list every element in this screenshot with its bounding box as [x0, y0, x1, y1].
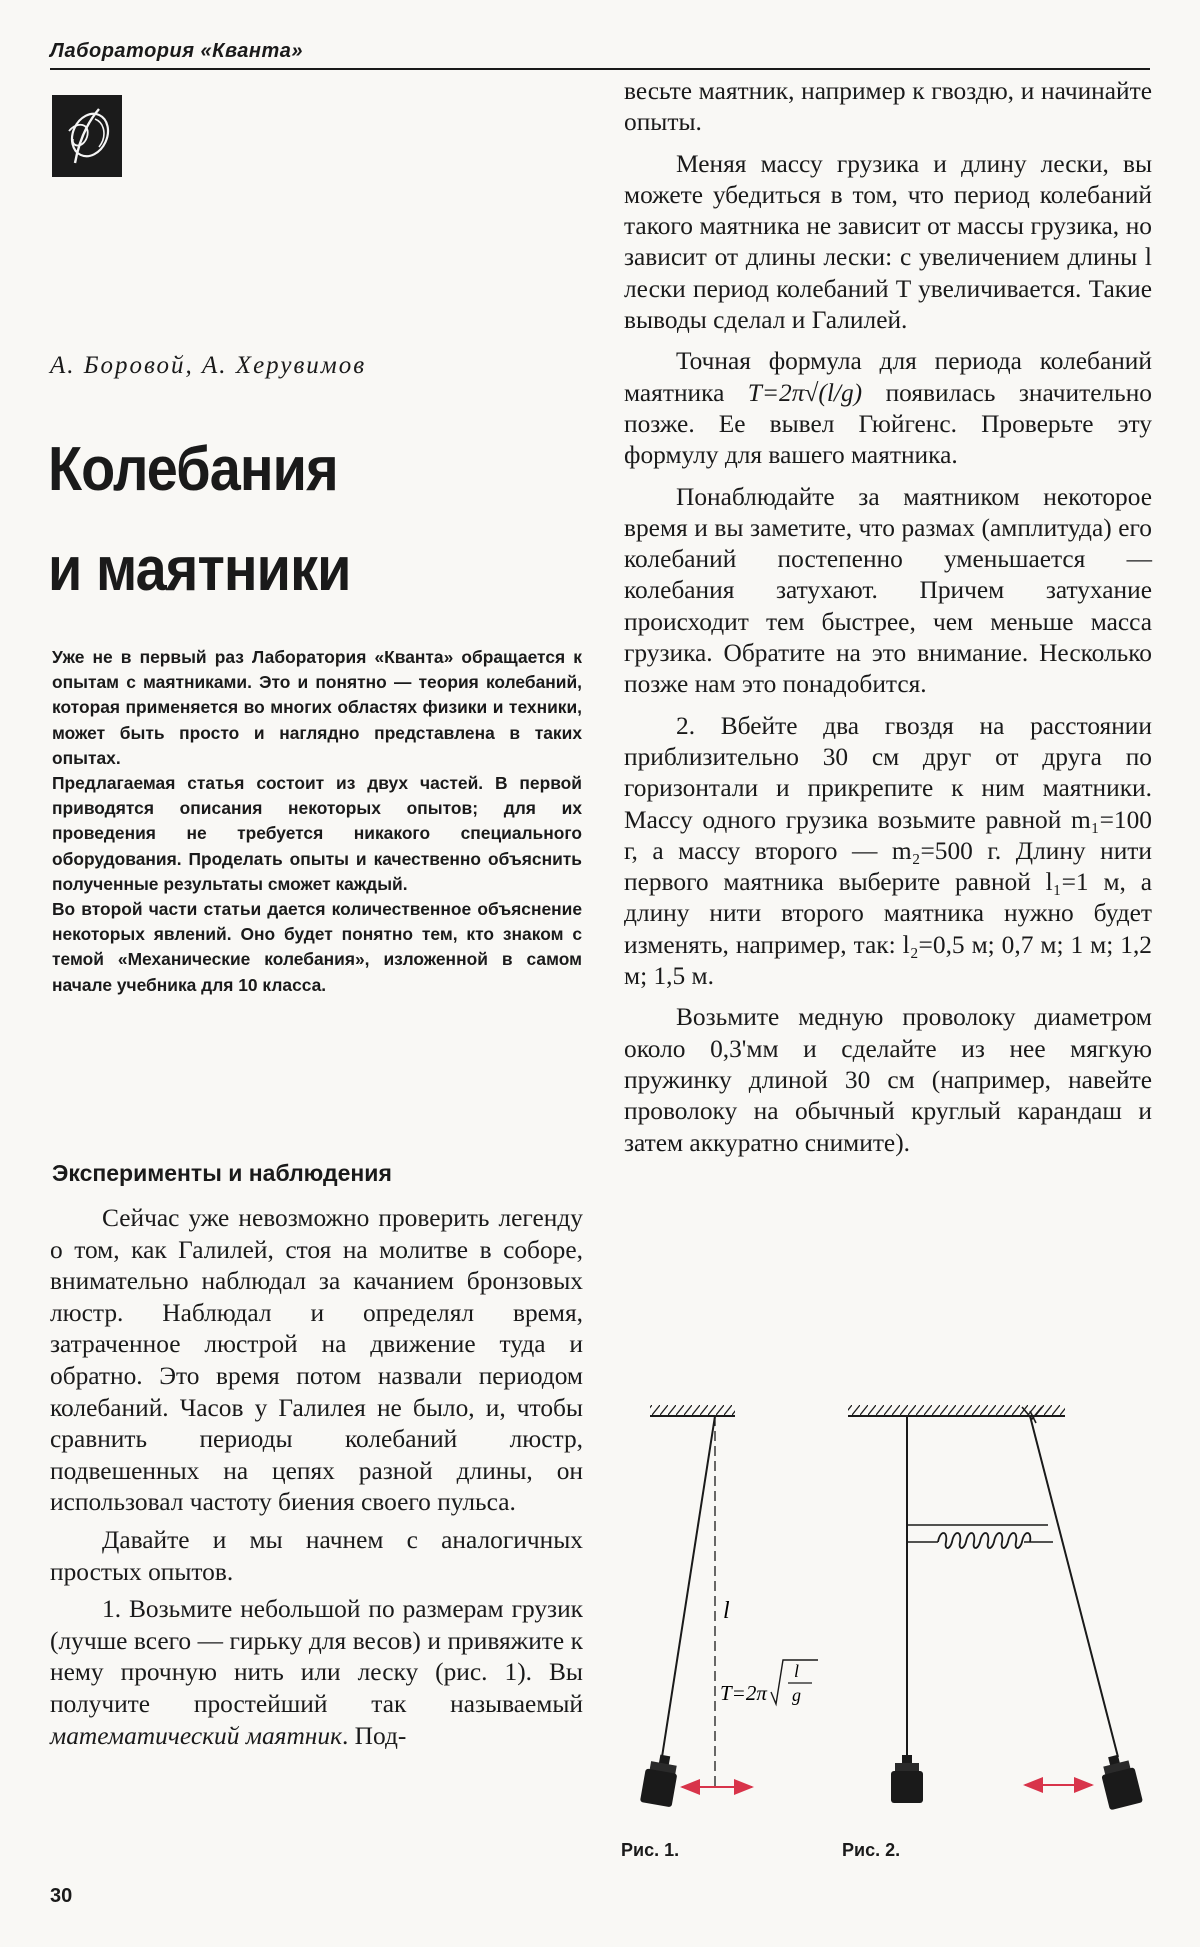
- body-paragraph: Возьмите медную проволоку диаметром около 0,3'мм и сделайте из нее мягкую пружинку длиной 30 см (например, навейте проволоку на обычный круглый карандаш и затем аккуратно снимите).: [624, 1003, 1152, 1157]
- figure-2-caption: Рис. 2.: [842, 1840, 901, 1860]
- body-paragraph: [50, 1594, 583, 1752]
- header-rule: [50, 68, 1150, 70]
- pendulum-thread: [662, 1416, 715, 1757]
- intro-paragraph: Предлагаемая статья состоит из двух частей. В первой приводятся описания некоторых опытов; для их проведения не требуется никакого специального оборудования. Проделать опыты и качественно объяснить полученные результаты сможет каждый.: [52, 773, 582, 894]
- body-text: появилась значительно позже. Ее вывел Гюйгенс. Проверьте эту формулу для вашего маятника.: [624, 378, 1152, 470]
- body-paragraph: Понаблюдайте за маятником некоторое время и вы заметите, что размах (амплитуда) его колебаний постепенно уменьшается — колебания затухают. Причем затухание происходит тем быстрее, чем меньше масса грузика. Обратите на это внимание. Несколько позже нам это понадобится.: [624, 482, 1152, 699]
- article-title: [48, 420, 351, 620]
- body-paragraph: весьте маятник, например к гвоздю, и начинайте опыты.: [624, 77, 1152, 137]
- right-column: [624, 76, 1152, 1159]
- body-paragraph: Сейчас уже невозможно проверить легенду о том, как Галилей, стоя на молитве в соборе, внимательно наблюдал за качанием бронзовых люстр. Наблюдал и определял время, затраченное люстрой на движение туда и обратно. Это время потом назвали периодом колебаний. Часов у Галилея не было, и, чтобы сравнить периоды колебаний люстр, подвешенных на цепях разной длины, он использовал частоту биения своего пульса.: [50, 1204, 583, 1517]
- figure-2-coupled-pendulums: [848, 1405, 1143, 1810]
- figure-1-simple-pendulum: [640, 1405, 818, 1807]
- body-paragraph: 2. Вбейте два гвоздя на расстоянии приблизительно 30 см друг от друга по горизонтали и прикрепите к ним маятники. Массу одного грузика возьмите равной m₁=100 г, а массу второго — m₂=500 г. Длину нити первого маятника выберите равной l₁=1 м, а длину нити второго маятника нужно будет изменять, например, так: l₂=0,5 м; 0,7 м; 1 м; 1,2 м; 1,5 м.: [624, 711, 1152, 991]
- intro-paragraph: Уже не в первый раз Лаборатория «Кванта» обращается к опытам с маятниками. Это и понятно — теория колебаний, которая применяется во многих областях физики и техники, может быть просто и наглядно представлена в таких опытах.: [52, 647, 582, 768]
- period-formula: T=2π√(l/g): [747, 378, 863, 407]
- figure-formula-label: T=2π: [720, 1681, 767, 1705]
- weight-icon: [1097, 1752, 1143, 1811]
- ceiling-hatch: [650, 1405, 735, 1416]
- body-paragraph: Давайте и мы начнем с аналогичных простых опытов.: [50, 1525, 583, 1586]
- weight-icon: [640, 1753, 680, 1808]
- pendulum-figures: [620, 1405, 1160, 1875]
- article-intro: [52, 645, 582, 998]
- body-paragraph: Меняя массу грузика и длину лески, вы можете убедиться в том, что период колебаний такого маятника не зависит от массы грузика, но зависит от длины лески: с увеличением длины l лески период колебаний T увеличивается. Такие выводы сделал и Галилей.: [624, 149, 1152, 335]
- title-line-1: Колебания: [48, 435, 338, 504]
- title-line-2: и маятники: [48, 535, 351, 604]
- page-number: 30: [50, 1885, 73, 1907]
- phi-monogram-icon: [52, 95, 122, 177]
- left-column: [50, 1203, 583, 1752]
- article-authors: А. Боровой, А. Херувимов: [50, 352, 367, 379]
- pendulum-thread-right: [1030, 1416, 1118, 1757]
- italic-term: математический маятник: [50, 1721, 342, 1750]
- figure-1-caption: Рис. 1.: [621, 1840, 680, 1860]
- body-paragraph: [624, 346, 1152, 471]
- body-text: Точная формула для периода колебаний маятника: [624, 347, 1152, 407]
- weight-icon: [891, 1755, 923, 1803]
- running-head: Лаборатория «Кванта»: [50, 40, 304, 62]
- intro-paragraph: Во второй части статьи дается количественное объяснение некоторых явлений. Оно будет понятно тем, кто знаком с темой «Механические колебания», изложенной в самом начале учебника для 10 класса.: [52, 899, 582, 995]
- formula-numerator: l: [794, 1661, 800, 1681]
- body-text: 1. Возьмите небольшой по размерам грузик (лучше всего — гирьку для весов) и привяжите к нему прочную нить или леску (рис. 1). Вы получите простейший так называемый: [50, 1595, 583, 1718]
- length-label: l: [723, 1598, 730, 1624]
- section-heading: Эксперименты и наблюдения: [52, 1160, 392, 1186]
- formula-denominator: g: [792, 1685, 801, 1705]
- body-text: . Под-: [341, 1721, 407, 1750]
- coil-spring-icon: [938, 1533, 1030, 1548]
